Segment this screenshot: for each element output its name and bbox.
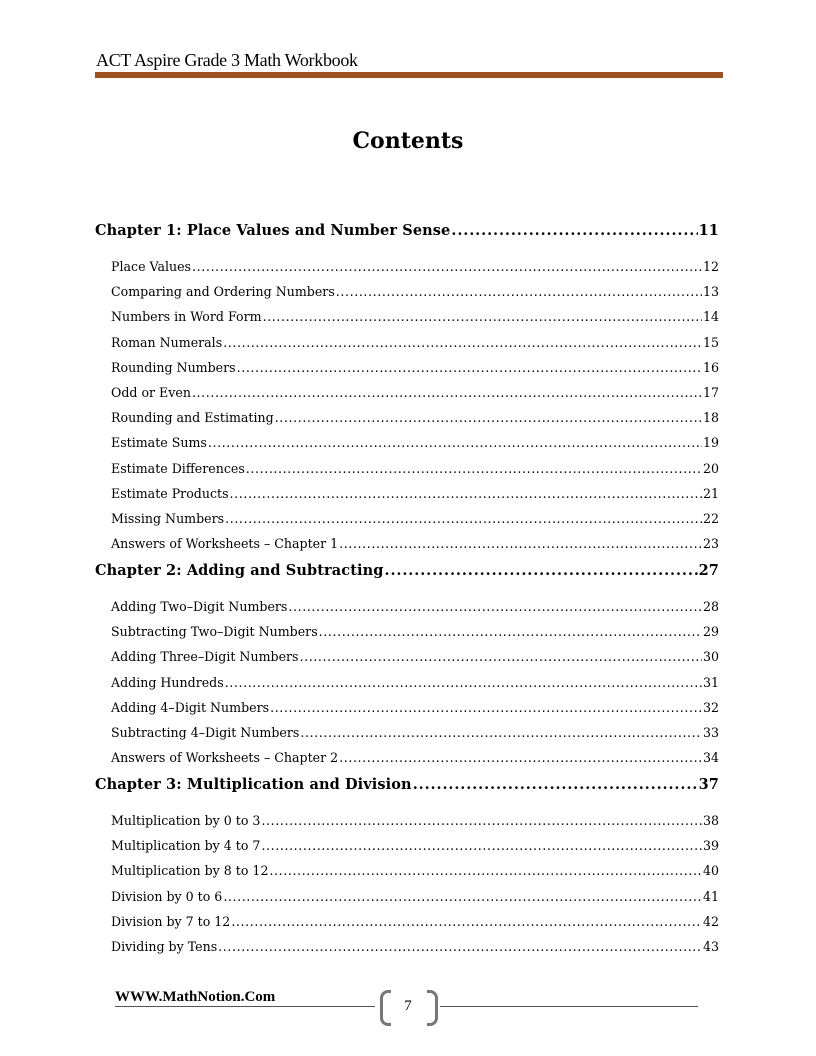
dot-leader bbox=[336, 284, 702, 299]
toc-section-row bbox=[111, 863, 719, 881]
toc-section-row bbox=[111, 838, 719, 856]
toc-entry-page: 18 bbox=[702, 410, 719, 426]
toc-section-row bbox=[111, 360, 719, 378]
toc-section-row bbox=[111, 813, 719, 831]
toc-entry-title: Answers of Worksheets – Chapter 1 bbox=[111, 536, 339, 552]
dot-leader bbox=[319, 624, 702, 639]
toc-entry-title: Place Values bbox=[111, 259, 192, 274]
dot-leader bbox=[300, 725, 702, 740]
toc-section-row bbox=[111, 914, 719, 932]
toc-entry-page: 14 bbox=[702, 309, 719, 325]
toc-section-row bbox=[111, 700, 719, 718]
toc-section-row bbox=[111, 675, 719, 693]
toc-entry-title: Roman Numerals bbox=[111, 334, 223, 350]
dot-leader bbox=[451, 222, 697, 239]
dot-leader bbox=[263, 309, 702, 324]
dot-leader bbox=[231, 914, 702, 929]
dot-leader bbox=[223, 335, 702, 350]
toc-entry-page: 11 bbox=[698, 222, 719, 239]
dot-leader bbox=[218, 939, 702, 954]
toc-entry-page: 33 bbox=[702, 725, 719, 740]
toc-section-row bbox=[111, 649, 719, 667]
dot-leader bbox=[246, 461, 702, 476]
dot-leader bbox=[270, 700, 702, 715]
toc-entry-title: Adding Three–Digit Numbers bbox=[111, 649, 299, 665]
toc-entry-title: Multiplication by 8 to 12 bbox=[111, 863, 269, 879]
toc-chapter-row bbox=[95, 222, 719, 244]
toc-entry-title: Subtracting Two–Digit Numbers bbox=[111, 624, 318, 640]
page-title: Contents bbox=[352, 128, 464, 154]
toc-entry-page: 27 bbox=[698, 562, 719, 579]
dot-leader bbox=[339, 750, 702, 765]
dot-leader bbox=[225, 675, 702, 690]
dot-leader bbox=[223, 889, 702, 904]
toc-entry-page: 42 bbox=[702, 913, 719, 929]
toc-section-row bbox=[111, 410, 719, 428]
toc-section-row bbox=[111, 624, 719, 642]
toc-section-row bbox=[111, 939, 719, 957]
toc-entry-page: 32 bbox=[702, 699, 719, 715]
toc-entry-title: Estimate Differences bbox=[111, 460, 245, 476]
dot-leader bbox=[413, 776, 698, 793]
dot-leader bbox=[288, 599, 702, 614]
toc-entry-page: 16 bbox=[702, 359, 719, 375]
toc-entry-page: 13 bbox=[702, 284, 719, 300]
dot-leader bbox=[261, 838, 702, 853]
toc-chapter-row bbox=[95, 562, 719, 584]
toc-section-row bbox=[111, 259, 719, 277]
toc-entry-title: Rounding Numbers bbox=[111, 359, 236, 375]
toc-section-row bbox=[111, 536, 719, 554]
toc-entry-page: 15 bbox=[702, 334, 719, 350]
dot-leader bbox=[385, 562, 698, 579]
toc-entry-title: Multiplication by 0 to 3 bbox=[111, 813, 261, 828]
toc-section-row bbox=[111, 750, 719, 768]
toc-entry-title: Chapter 3: Multiplication and Division bbox=[95, 776, 412, 793]
toc-entry-title: Estimate Sums bbox=[111, 435, 207, 451]
toc-chapter-row bbox=[95, 776, 719, 798]
toc-entry-page: 28 bbox=[702, 599, 719, 614]
toc-entry-title: Multiplication by 4 to 7 bbox=[111, 838, 261, 854]
dot-leader bbox=[339, 536, 702, 551]
dot-leader bbox=[300, 649, 702, 664]
running-header-title: ACT Aspire Grade 3 Math Workbook bbox=[96, 50, 358, 70]
dot-leader bbox=[269, 863, 702, 878]
toc-entry-title: Division by 7 to 12 bbox=[111, 913, 231, 929]
toc-entry-page: 40 bbox=[702, 863, 719, 879]
toc-section-row bbox=[111, 889, 719, 907]
toc-entry-title: Missing Numbers bbox=[111, 511, 225, 526]
toc-entry-title: Adding Hundreds bbox=[111, 674, 224, 690]
toc-section-row bbox=[111, 486, 719, 504]
toc-entry-page: 31 bbox=[702, 674, 719, 690]
toc-entry-title: Estimate Products bbox=[111, 485, 229, 501]
page-number bbox=[378, 992, 438, 1022]
toc-entry-page: 17 bbox=[702, 385, 719, 400]
footer-website: WWW.MathNotion.Com bbox=[115, 989, 276, 1005]
toc-entry-title: Subtracting 4–Digit Numbers bbox=[111, 725, 300, 740]
toc-entry-page: 39 bbox=[702, 838, 719, 854]
toc-entry-page: 12 bbox=[702, 259, 719, 274]
dot-leader bbox=[261, 813, 702, 828]
toc-entry-title: Adding 4–Digit Numbers bbox=[111, 699, 270, 715]
dot-leader bbox=[208, 435, 702, 450]
toc-entry-title: Division by 0 to 6 bbox=[111, 888, 223, 904]
toc-entry-title: Numbers in Word Form bbox=[111, 309, 262, 325]
toc-entry-title: Odd or Even bbox=[111, 385, 191, 400]
dot-leader bbox=[275, 410, 702, 425]
footer-rule-left bbox=[115, 1006, 375, 1007]
toc-entry-page: 41 bbox=[702, 888, 719, 904]
toc-entry-page: 30 bbox=[702, 649, 719, 665]
dot-leader bbox=[225, 511, 702, 526]
toc-entry-page: 22 bbox=[702, 511, 719, 526]
toc-section-row bbox=[111, 335, 719, 353]
toc-entry-title: Chapter 2: Adding and Subtracting bbox=[95, 562, 384, 579]
toc-entry-page: 23 bbox=[702, 536, 719, 552]
page-number-text: 7 bbox=[404, 998, 412, 1014]
toc-entry-page: 29 bbox=[702, 624, 719, 640]
dot-leader bbox=[230, 486, 702, 501]
dot-leader bbox=[237, 360, 702, 375]
toc-entry-title: Comparing and Ordering Numbers bbox=[111, 284, 335, 300]
toc-entry-page: 37 bbox=[698, 776, 719, 793]
toc-section-row bbox=[111, 435, 719, 453]
toc-entry-page: 19 bbox=[702, 435, 719, 451]
dot-leader bbox=[192, 385, 702, 400]
toc-section-row bbox=[111, 725, 719, 743]
toc-entry-title: Rounding and Estimating bbox=[111, 410, 274, 426]
toc-section-row bbox=[111, 511, 719, 529]
toc-section-row bbox=[111, 599, 719, 617]
dot-leader bbox=[192, 259, 702, 274]
toc-section-row bbox=[111, 284, 719, 302]
toc-entry-title: Adding Two–Digit Numbers bbox=[111, 599, 288, 614]
toc-section-row bbox=[111, 385, 719, 403]
toc-section-row bbox=[111, 309, 719, 327]
footer-rule-right bbox=[440, 1006, 698, 1007]
toc-section-row bbox=[111, 461, 719, 479]
toc-entry-page: 21 bbox=[702, 485, 719, 501]
toc-entry-page: 34 bbox=[702, 750, 719, 766]
toc-entry-title: Dividing by Tens bbox=[111, 939, 218, 954]
toc-entry-page: 43 bbox=[702, 939, 719, 954]
toc-entry-page: 20 bbox=[702, 460, 719, 476]
toc-entry-title: Chapter 1: Place Values and Number Sense bbox=[95, 222, 451, 239]
toc-entry-page: 38 bbox=[702, 813, 719, 828]
toc-entry-title: Answers of Worksheets – Chapter 2 bbox=[111, 750, 339, 766]
